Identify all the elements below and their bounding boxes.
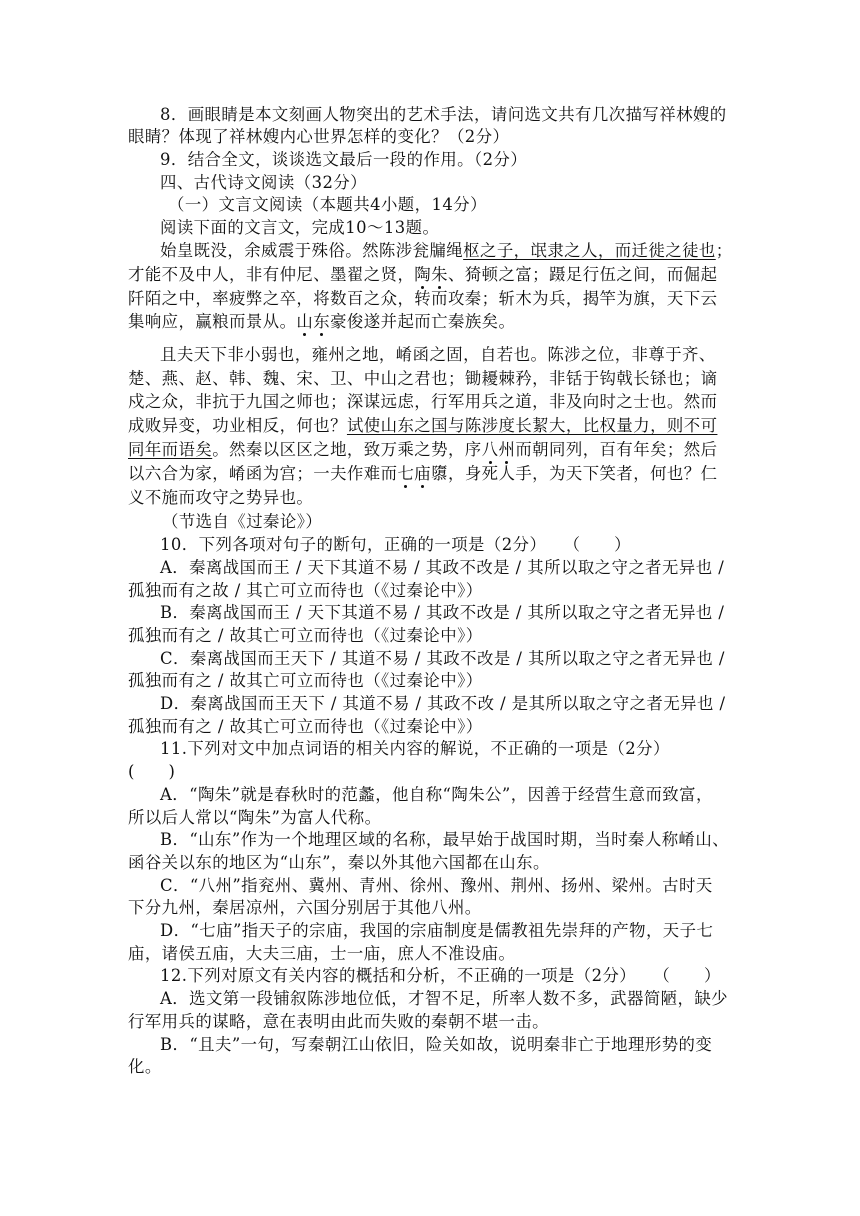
option-c: C．秦离战国而王天下 / 其道不易 / 其政不改是 / 其所以取之守之者无异也 / xyxy=(160,649,725,668)
option-d: D．秦离战国而王天下 / 其道不易 / 其政不改 / 是其所以取之守之者无异也 / xyxy=(160,694,726,713)
question-10: 10．下列各项对句子的断句，正确的一项是（2分） （ ） xyxy=(160,535,631,554)
text-line: 且夫天下非小弱也，雍州之地，崤函之固，自若也。陈涉之位，非尊于齐、 xyxy=(160,345,716,364)
text-line: 戍之众，非抗于九国之师也；深谋远虑，行军用兵之道，非及向时之士也。然而 xyxy=(128,392,718,411)
text-run: 。然秦以区区之地，致万乘之势，序 xyxy=(212,440,482,459)
text-line xyxy=(128,463,717,485)
text-line: 眼睛？体现了祥林嫂内心世界怎样的变化？（2分） xyxy=(128,127,510,146)
text-run: ； xyxy=(715,241,733,260)
option-a: A．“陶朱”就是春秋时的范蠡，他自称“陶朱公”，因善于经营生意而致富， xyxy=(160,785,713,804)
option-a: A．秦离战国而王 / 天下其道不易 / 其政不改是 / 其所以取之守之者无异也 / xyxy=(160,558,725,577)
text-run: 以六合为家，崤函为宫；一夫作难而 xyxy=(128,464,398,483)
option-b: B．“且夫”一句，写秦朝江山依旧，险关如故，说明秦非亡于地理形势的变 xyxy=(160,1035,713,1054)
text-line: 孤独而有之故 / 其亡可立而待也（《过秦论中》） xyxy=(128,581,483,600)
dotted-char: 山 xyxy=(296,312,314,331)
dotted-char: 庙 xyxy=(414,464,432,483)
text-line: 孤独而有之 / 故其亡可立而待也（《过秦论中》） xyxy=(128,626,483,645)
text-line xyxy=(128,264,717,286)
text-line: 行军用兵的谋略，意在表明由此而失败的秦朝不堪一击。 xyxy=(128,1012,550,1031)
text-line xyxy=(128,415,717,437)
dotted-char: 陶 xyxy=(414,265,432,284)
text-line: 阡陌之中，率疲弊之卒，将数百之众，转而攻秦；斩木为兵，揭竿为旗，天下云 xyxy=(128,289,718,308)
text-line: 9．结合全文，谈谈选文最后一段的作用。（2分） xyxy=(160,150,528,169)
text-line: 义不施而攻守之势异也。 xyxy=(128,488,314,507)
text-line: 阅读下面的文言文，完成10～13题。 xyxy=(160,218,440,237)
text-run: 豪俊遂并起而亡秦族矣。 xyxy=(330,312,516,331)
subsection-heading: （一）文言文阅读（本题共4小题，14分） xyxy=(168,195,487,214)
text-run: 成败异变，功业相反，何也？ xyxy=(128,416,347,435)
text-line: 函谷关以东的地区为“山东”，秦以外其他六国都在山东。 xyxy=(128,853,550,872)
option-b: B．秦离战国而王 / 天下其道不易 / 其政不改是 / 其所以取之守之者无异也 / xyxy=(160,603,725,622)
underlined-text: 同年而语矣 xyxy=(128,440,213,459)
section-heading: 四、古代诗文阅读（32分） xyxy=(160,173,368,192)
option-c: C．“八州”指兖州、冀州、青州、徐州、豫州、荆州、扬州、梁州。古时天 xyxy=(160,876,713,895)
text-line: 孤独而有之 / 故其亡可立而待也（《过秦论中》） xyxy=(128,671,483,690)
text-line: 化。 xyxy=(128,1057,162,1076)
text-line: 所以后人常以“陶朱”为富人代称。 xyxy=(128,808,382,827)
option-d: D．“七庙”指天子的宗庙，我国的宗庙制度是儒教祖先崇拜的产物，天子七 xyxy=(160,921,714,940)
option-b: B．“山东”作为一个地理区域的名称，最早始于战国时期，当时秦人称崤山、 xyxy=(160,830,730,849)
text-run: 、猗顿之富；蹑足行伍之间，而倔起 xyxy=(447,265,718,284)
text-line: 8．画眼睛是本文刻画人物突出的艺术手法，请问选文共有几次描写祥林嫂的 xyxy=(160,105,727,124)
text-run: 才能不及中人，非有仲尼、墨翟之贤， xyxy=(128,265,415,284)
text-line xyxy=(160,240,733,262)
answer-bracket: ( ) xyxy=(128,762,176,781)
text-line xyxy=(128,311,515,333)
option-a: A．选文第一段铺叙陈涉地位低，才智不足，所率人数不多，武器简陋，缺少 xyxy=(160,989,729,1008)
text-line: 楚、燕、赵、韩、魏、宋、卫、中山之君也；锄耰棘矜，非铦于钩戟长铩也；谪 xyxy=(128,369,718,388)
underlined-text: 枢之子，氓隶之人，而迁徙之徒也 xyxy=(463,241,716,260)
text-run: 集响应，赢粮而景从。 xyxy=(128,312,297,331)
text-line xyxy=(128,439,717,461)
dotted-char: 八 xyxy=(481,440,499,459)
underlined-text: 试使山东之国与陈涉度长絜大，比权量力，则不可 xyxy=(346,416,718,435)
dotted-char: 朱 xyxy=(431,265,448,284)
text-run: 隳，身死人手，为天下笑者，何也？仁 xyxy=(431,464,718,483)
dotted-char: 州 xyxy=(498,440,516,459)
source-note: （节选自《过秦论》） xyxy=(162,512,323,531)
text-line: 下分九州，秦居凉州，六国分别居于其他八州。 xyxy=(128,898,482,917)
dotted-char: 东 xyxy=(313,312,331,331)
text-run: 始皇既没，余威震于殊俗。然陈涉瓮牖绳 xyxy=(160,241,464,260)
question-11: 11.下列对文中加点词语的相关内容的解说，不正确的一项是（2分） xyxy=(160,739,670,758)
text-line: 庙，诸侯五庙，大夫三庙，士一庙，庶人不准设庙。 xyxy=(128,944,516,963)
question-12: 12.下列对原文有关内容的概括和分析，不正确的一项是（2分） （ ） xyxy=(160,966,721,985)
text-run: 而朝同列，百有年矣；然后 xyxy=(515,440,718,459)
dotted-char: 七 xyxy=(397,464,415,483)
text-line: 孤独而有之 / 故其亡可立而待也（《过秦论中》） xyxy=(128,717,483,736)
